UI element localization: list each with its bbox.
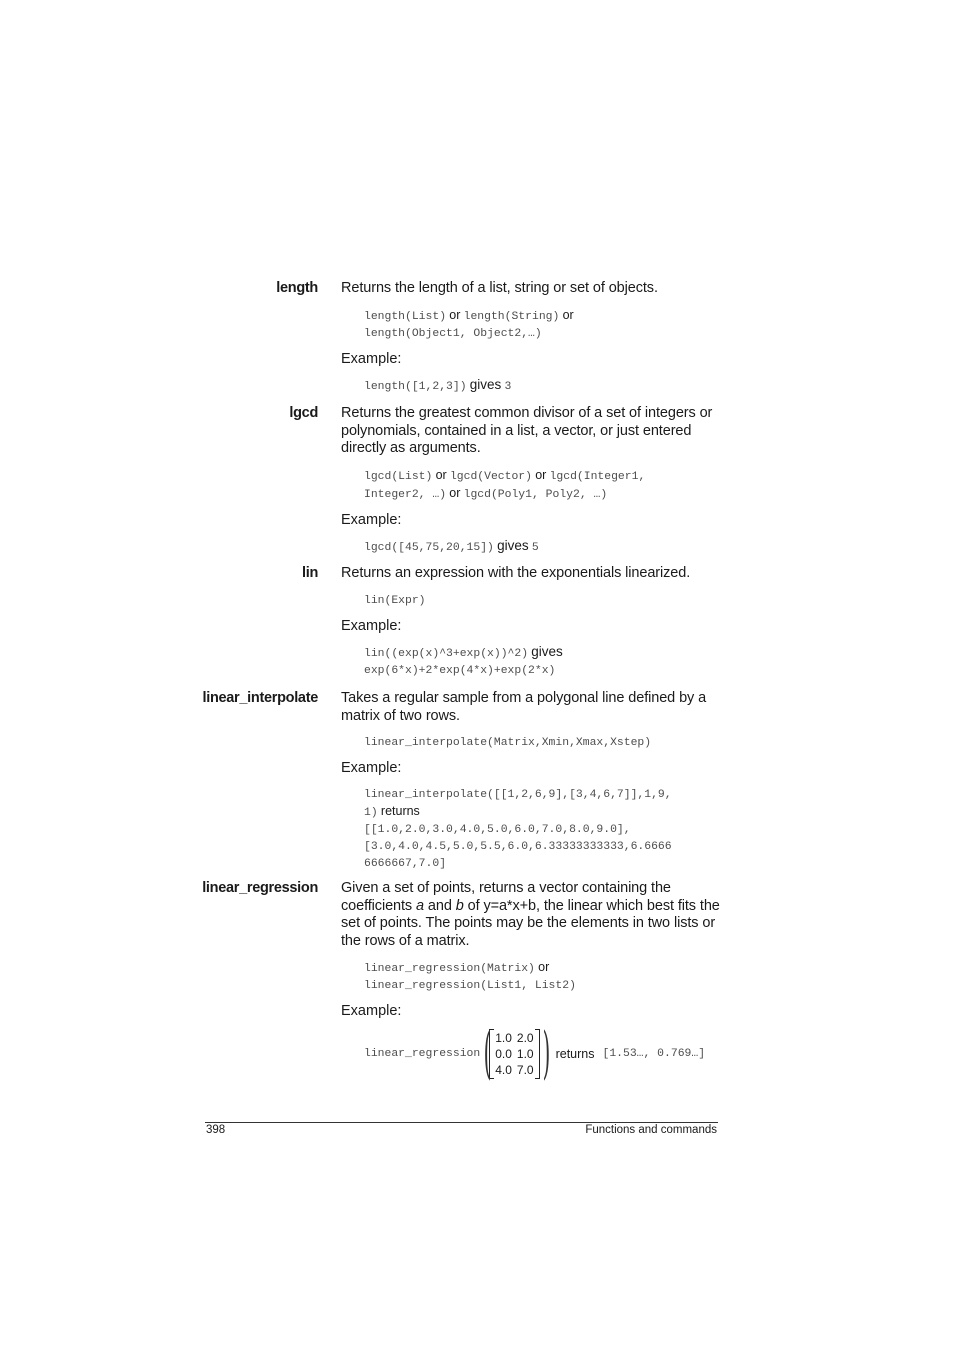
matrix-cell: 4.0 xyxy=(495,1063,512,1077)
syntax-line: linear_interpolate(Matrix,Xmin,Xmax,Xstep) xyxy=(364,737,652,749)
matrix xyxy=(494,1030,534,1078)
example-line: lgcd([45,75,20,15]) gives 5 xyxy=(364,537,539,554)
example-label: Example: xyxy=(341,617,402,634)
example-line: linear_interpolate([[1,2,6,9],[3,4,6,7]],1,9, xyxy=(364,789,672,801)
term-lgcd: lgcd xyxy=(289,405,318,421)
left-paren: ( xyxy=(483,1021,492,1086)
term-length: length xyxy=(276,280,318,296)
syntax-line: length(List) or length(String) or xyxy=(364,307,574,323)
example-line: [[1.0,2.0,3.0,4.0,5.0,6.0,7.0,8.0,9.0], xyxy=(364,824,631,836)
footer-rule xyxy=(205,1122,718,1123)
example-result: [1.53…, 0.769…] xyxy=(602,1048,706,1060)
example-line: exp(6*x)+2*exp(4*x)+exp(2*x) xyxy=(364,664,556,677)
right-paren: ) xyxy=(542,1021,550,1086)
example-line: 6666667,7.0] xyxy=(364,858,447,870)
term-lin: lin xyxy=(301,565,318,581)
term-linear-interpolate: linear_interpolate xyxy=(202,690,318,706)
example-function: linear_regression xyxy=(364,1048,481,1060)
example-label: Example: xyxy=(341,511,402,528)
returns-word: returns xyxy=(555,1047,595,1061)
matrix-cell: 1.0 xyxy=(495,1031,512,1045)
matrix-cell: 7.0 xyxy=(516,1063,534,1077)
example-line: length([1,2,3]) gives 3 xyxy=(364,376,512,393)
matrix-cell: 2.0 xyxy=(516,1031,534,1045)
matrix-example xyxy=(341,1021,721,1086)
description: Returns the greatest common divisor of a set of integers or polynomials, contained in a list, a vector, or just entered directly as arguments. xyxy=(341,405,713,456)
syntax-line: Integer2, …) or lgcd(Poly1, Poly2, …) xyxy=(364,485,608,501)
term-linear-regression: linear_regression xyxy=(202,880,318,896)
syntax-line: linear_regression(List1, List2) xyxy=(364,980,576,992)
description: Given a set of points, returns a vector containing the coefficients a and b of y=a*x+b, the linear which best fits the set of points. The points may be the elements in two lists or the rows of a matrix. xyxy=(341,880,720,949)
description: Returns an expression with the exponentials linearized. xyxy=(341,565,691,581)
page-number: 398 xyxy=(206,1124,226,1136)
matrix-cell: 1.0 xyxy=(516,1047,534,1061)
syntax-line: length(Object1, Object2,…) xyxy=(364,327,542,340)
syntax-line: lin(Expr) xyxy=(364,594,426,607)
example-line: [3.0,4.0,4.5,5.0,5.5,6.0,6.33333333333,6.6666 xyxy=(364,841,672,853)
description: Takes a regular sample from a polygonal line defined by a matrix of two rows. xyxy=(341,690,707,724)
syntax-line: lgcd(List) or lgcd(Vector) or lgcd(Integer1, xyxy=(364,467,646,483)
matrix-cell: 0.0 xyxy=(495,1047,512,1061)
example-line: lin((exp(x)^3+exp(x))^2) gives xyxy=(364,643,563,660)
example-line: 1) returns xyxy=(364,804,420,819)
right-bracket xyxy=(535,1029,540,1079)
example-label: Example: xyxy=(341,1003,402,1019)
syntax-line: linear_regression(Matrix) or xyxy=(364,960,550,975)
description: Returns the length of a list, string or set of objects. xyxy=(341,280,658,296)
section-title: Functions and commands xyxy=(585,1124,717,1136)
example-label: Example: xyxy=(341,350,402,367)
example-label: Example: xyxy=(341,760,402,776)
